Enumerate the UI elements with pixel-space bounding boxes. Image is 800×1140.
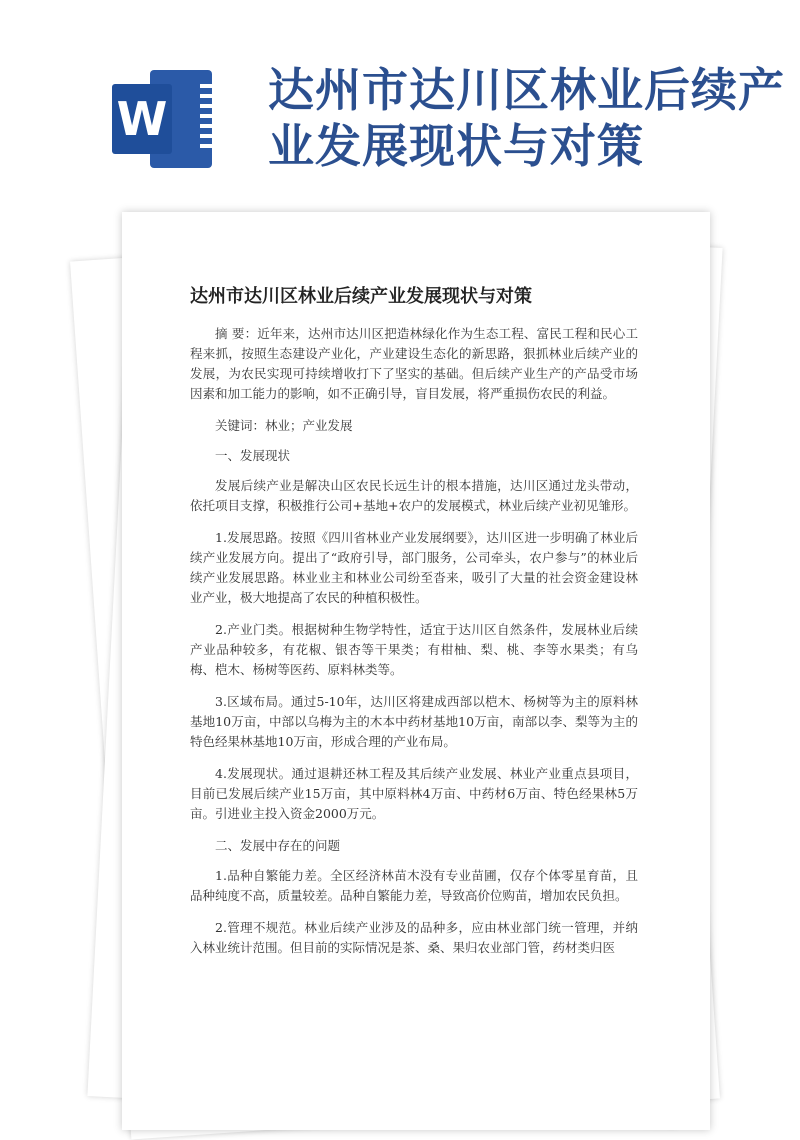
body-paragraph: 2.管理不规范。林业后续产业涉及的品种多，应由林业部门统一管理，并纳入林业统计范围。但目前的实际情况是茶、桑、果归农业部门管，药材类归医: [190, 920, 638, 955]
body-paragraph: 发展后续产业是解决山区农民长远生计的根本措施，达川区通过龙头带动，依托项目支撑，积极推行公司+基地+农户的发展模式，林业后续产业初见雏形。: [190, 478, 638, 513]
word-document-icon: [112, 70, 212, 168]
word-icon-line: [200, 104, 240, 108]
body-paragraph: 1.发展思路。按照《四川省林业产业发展纲要》，达川区进一步明确了林业后续产业发展方向。提出了“政府引导，部门服务，公司牵头，农户参与”的林业后续产业发展思路。林业业主和林业公司纷至沓来，吸引了大量的社会资金建设林业产业，极大地提高了农民的种植积极性。: [190, 530, 638, 605]
page-bottom-fade: [122, 1090, 710, 1130]
document-title: 达州市达川区林业后续产业发展现状与对策: [190, 286, 532, 307]
banner: [0, 0, 800, 210]
banner-title: 达州市达川区林业后续产业发展现状与对策: [268, 63, 785, 173]
document-page: [122, 212, 710, 1130]
word-icon-line: [200, 124, 240, 128]
word-icon-line: [200, 134, 240, 138]
word-icon-line: [200, 114, 240, 118]
body-paragraph: 2.产业门类。根据树种生物学特性，适宜于达川区自然条件，发展林业后续产业品种较多，有花椒、银杏等干果类；有柑柚、梨、桃、李等水果类；有乌梅、桤木、杨树等医药、原料林类等。: [190, 622, 638, 677]
word-icon-line: [200, 84, 240, 88]
word-icon-letter: W: [112, 84, 172, 154]
section-heading: 二、发展中存在的问题: [215, 838, 341, 853]
document-body: [190, 324, 638, 970]
abstract-paragraph: 摘 要：近年来，达州市达川区把造林绿化作为生态工程、富民工程和民心工程来抓，按照生态建设产业化，产业建设生态化的新思路，狠抓林业后续产业的发展，为农民实现可持续增收打下了坚实的基础。但后续产业生产的产品受市场因素和加工能力的影响，如不正确引导，盲目发展，将严重损伤农民的利益。: [190, 326, 638, 401]
body-paragraph: 1.品种自繁能力差。全区经济林苗木没有专业苗圃，仅存个体零星育苗，且品种纯度不高，质量较差。品种自繁能力差，导致高价位购苗，增加农民负担。: [190, 868, 638, 903]
keywords-line: 关键词：林业；产业发展: [215, 418, 353, 433]
word-icon-line: [200, 94, 240, 98]
body-paragraph: 3.区域布局。通过5-10年，达川区将建成西部以桤木、杨树等为主的原料林基地10万亩，中部以乌梅为主的木本中药材基地10万亩，南部以李、梨等为主的特色经果林基地10万亩，形成合理的产业布局。: [190, 694, 638, 749]
body-paragraph: 4.发展现状。通过退耕还林工程及其后续产业发展、林业产业重点县项目，目前已发展后续产业15万亩，其中原料林4万亩、中药材6万亩、特色经果林5万亩。引进业主投入资金2000万元。: [190, 766, 638, 821]
word-icon-line: [200, 144, 240, 148]
section-heading: 一、发展现状: [215, 448, 291, 463]
